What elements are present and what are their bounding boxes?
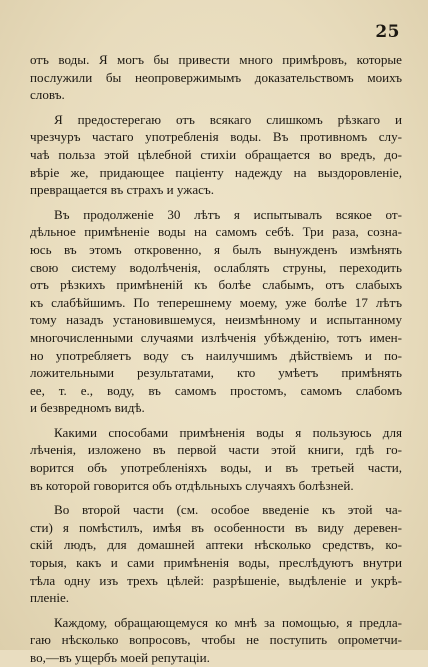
text-line: Какими способами примѣненія воды я пользуюсь для [54,424,402,440]
paragraph [30,424,402,494]
text-line: дѣльное примѣненіе воды на самомъ себѣ. Три раза, созна- [30,224,402,240]
paragraph [30,51,402,104]
text-line: ворится объ употребленіяхъ воды, и въ третьей части, [30,460,402,476]
paragraph-gap [30,417,402,424]
text-line: Каждому, обращающемуся ко мнѣ за помощью, я предла- [54,614,402,630]
text-line: гаю нѣсколько вопросовъ, чтобы не поступить опрометчи- [30,632,402,648]
text-line: чрезчуръ частаго употребленія воды. Въ противномъ слу- [30,129,402,145]
text-line: ложительными результатами, кто умѣетъ примѣнять [30,365,402,381]
text-line: тому назадъ установившемуся, неизмѣнному и испытанному [30,312,402,328]
text-line: отъ воды. Я могъ бы привести много примѣровъ, которые [30,52,402,67]
text-line: Я предостерегаю отъ всякаго слишкомъ рѣзкаго и [54,111,402,127]
text-line: послужили бы неопровержимымъ доказательствомъ моихъ [30,69,402,85]
text-line: отъ рѣзкихъ примѣненій къ болѣе слабымъ, отъ слабыхъ [30,277,402,293]
text-line: во,—въ ущербъ моей репутаціи. [30,650,210,665]
paragraph [30,206,402,417]
paragraph-gap [30,607,402,614]
text-line: многочисленными случаями излѣченія убѣжденію, тотъ имен- [30,329,402,345]
paragraph-gap [30,199,402,206]
text-line: превращается въ страхъ и ужасъ. [30,182,215,198]
text-line: свою систему водолѣченія, ослаблять струны, переходить [30,259,402,275]
body-text [30,51,402,667]
paragraph-gap [30,494,402,501]
text-line: торыя, какъ и сами примѣненія воды, преслѣдуютъ внутри [30,555,402,571]
text-line: лѣченія, изложено въ первой части этой книги, гдѣ го- [30,442,402,458]
text-line: вѣріе же, придающее паціенту надежду на выздоровленіе, [30,164,402,180]
text-line: Въ продолженіе 30 лѣтъ я испытывалъ всякое от- [54,206,402,222]
text-line: ее, т. е., воду, въ самомъ простомъ, самомъ слабомъ [30,382,402,398]
text-line: чаѣ польза этой цѣлебной стихіи обращается во вредъ, до- [30,146,402,162]
text-line: сти) я помѣстилъ, имѣя въ особенности въ виду деревен- [30,519,402,535]
text-line: юсь въ этомъ откровенно, я былъ вынужденъ измѣнять [30,241,402,257]
paragraph [30,614,402,667]
page-number: 25 [375,22,400,42]
text-line: къ слабѣйшимъ. По теперешнему моему, уже болѣе 17 лѣтъ [30,294,402,310]
text-line: но употребляетъ воду съ наилучшимъ дѣйствіемъ и по- [30,347,402,363]
text-line: пленіе. [30,590,70,606]
text-line: въ которой говорится объ отдѣльныхъ случаяхъ болѣзней. [30,477,354,493]
text-line: скій людъ, для домашней аптеки нѣсколько средствъ, ко- [30,537,402,553]
text-line: словъ. [30,87,65,103]
paragraph [30,111,402,199]
paragraph [30,501,402,607]
text-line: и безвредномъ видѣ. [30,400,145,416]
text-line: Во второй части (см. особое введеніе къ этой ча- [54,502,402,518]
text-line: тѣла одну изъ трехъ цѣлей: разрѣшеніе, выдѣленіе и укрѣ- [30,572,402,588]
paragraph-gap [30,104,402,111]
